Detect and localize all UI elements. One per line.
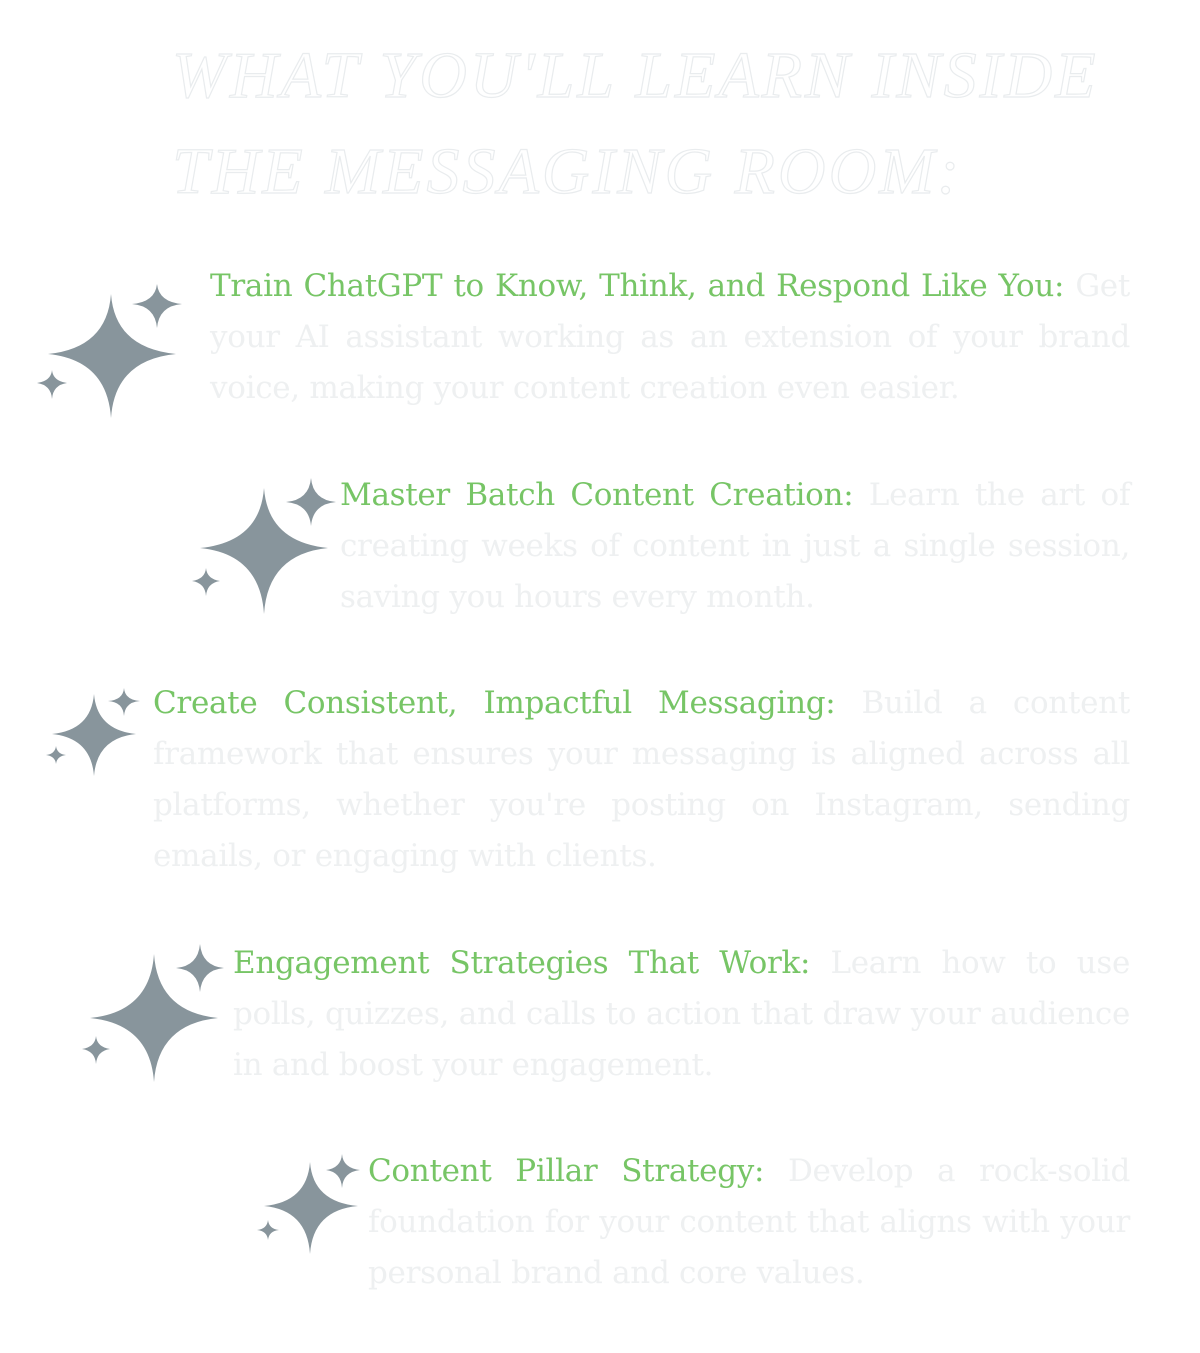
item-heading: Create Consistent, Impactful Messaging: <box>153 685 836 721</box>
page-title-line-2: THE MESSAGING ROOM: <box>172 135 963 208</box>
list-item <box>233 938 1130 1091</box>
item-description: Learn the art of creating weeks of content in just a single session, saving you hours every month. <box>340 477 1131 615</box>
sparkle-icon <box>44 686 144 780</box>
list-item <box>368 1146 1130 1299</box>
item-description: Get your AI assistant working as an extension of your brand voice, making your content creation even easier. <box>210 268 1130 406</box>
item-heading: Engagement Strategies That Work: <box>233 945 811 981</box>
sparkle-icon <box>254 1152 364 1258</box>
item-description: Learn how to use polls, quizzes, and calls to action that draw your audience in and boost your engagement. <box>233 945 1130 1083</box>
sparkle-icon <box>78 942 228 1084</box>
page-title <box>172 28 1132 220</box>
item-heading: Content Pillar Strategy: <box>368 1153 765 1189</box>
item-description: Develop a rock-solid foundation for your content that aligns with your personal brand and core values. <box>368 1153 1130 1291</box>
sparkle-icon <box>36 282 186 422</box>
page-title-line-1: WHAT YOU'LL LEARN INSIDE <box>172 39 1099 112</box>
item-heading: Train ChatGPT to Know, Think, and Respond Like You: <box>210 268 1065 304</box>
item-heading: Master Batch Content Creation: <box>340 477 854 513</box>
list-item <box>153 678 1130 882</box>
list-item <box>340 470 1130 623</box>
sparkle-icon <box>188 476 338 616</box>
item-description: Build a content framework that ensures your messaging is aligned across all platforms, whether you're posting on Instagram, sending emails, or engaging with clients. <box>153 685 1130 874</box>
list-item <box>210 261 1130 414</box>
